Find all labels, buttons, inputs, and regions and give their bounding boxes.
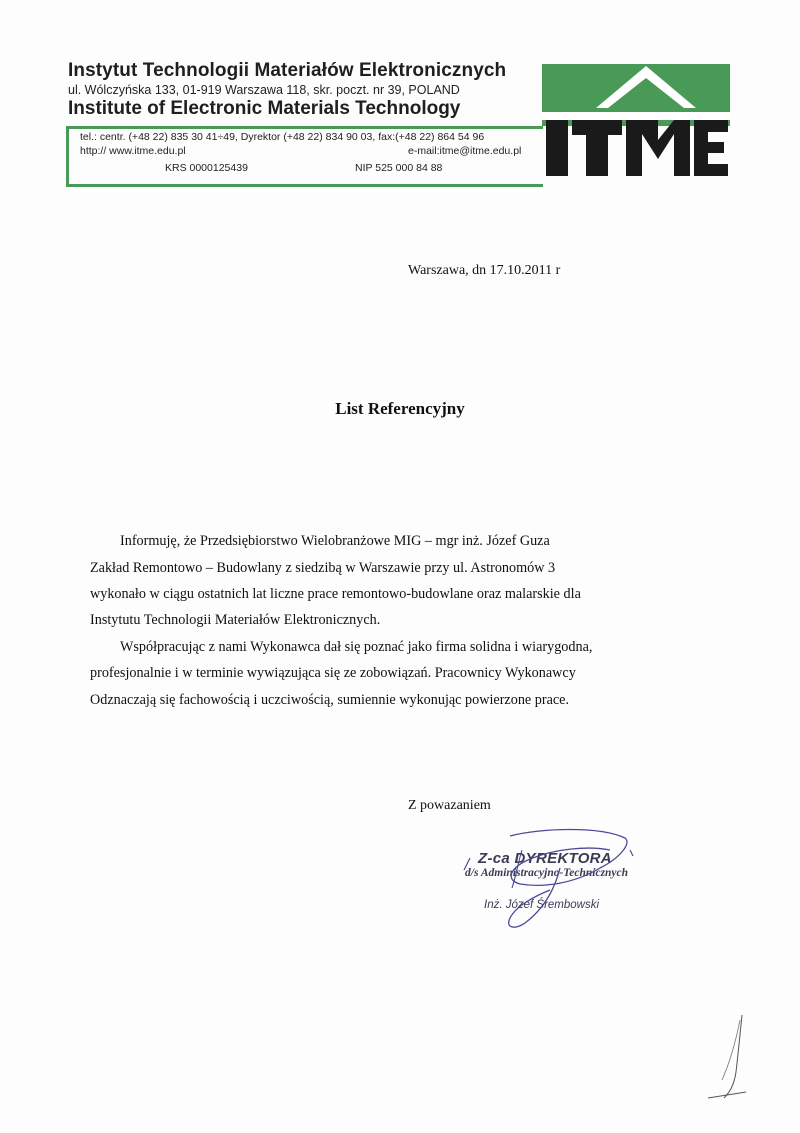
- letter-date: Warszawa, dn 17.10.2011 r: [408, 263, 561, 278]
- stamp-name: Inż. Józef Śrembowski: [484, 899, 600, 911]
- body-line-3: wykonało w ciągu ostatnich lat liczne prace remontowo-budowlane oraz malarskie dla: [90, 586, 581, 602]
- handwritten-signature: [450, 828, 650, 938]
- itme-logo: [542, 64, 730, 180]
- closing-salutation: Z powazaniem: [408, 798, 491, 813]
- body-line-7: Odznaczają się fachowością i uczciwością, sumiennie wykonując powierzone prace.: [90, 692, 570, 708]
- letter-title: List Referencyjny: [335, 399, 465, 418]
- stamp-title: Z-ca DYREKTORA: [478, 850, 612, 867]
- website-link[interactable]: http:// www.itme.edu.pl: [80, 145, 186, 157]
- institute-name-pl: Instytut Technologii Materiałów Elektronicznych: [68, 60, 507, 81]
- body-line-6: profesjonalnie i w terminie wywiązująca się ze zobowiązań. Pracownicy Wykonawcy: [90, 665, 576, 681]
- stamp-department: d/s Administracyjno-Technicznych: [465, 867, 629, 879]
- initial-mark: [700, 1010, 760, 1105]
- krs-number: KRS 0000125439: [165, 162, 248, 174]
- institute-name-en: Institute of Electronic Materials Technology: [68, 98, 461, 119]
- email-link[interactable]: e-mail:itme@itme.edu.pl: [408, 145, 522, 157]
- body-line-1: Informuję, że Przedsiębiorstwo Wielobranżowe MIG – mgr inż. Józef Guza: [120, 533, 550, 549]
- phone-line: tel.: centr. (+48 22) 835 30 41÷49, Dyrektor (+48 22) 834 90 03, fax:(+48 22) 864 54 96: [80, 131, 485, 143]
- nip-number: NIP 525 000 84 88: [355, 162, 443, 174]
- institute-address: ul. Wólczyńska 133, 01-919 Warszawa 118, skr. poczt. nr 39, POLAND: [68, 83, 460, 97]
- body-line-2: Zakład Remontowo – Budowlany z siedzibą w Warszawie przy ul. Astronomów 3: [90, 560, 556, 576]
- body-line-4: Instytutu Technologii Materiałów Elektronicznych.: [90, 612, 381, 628]
- body-line-5: Współpracując z nami Wykonawca dał się poznać jako firma solidna i wiarygodna,: [120, 639, 593, 655]
